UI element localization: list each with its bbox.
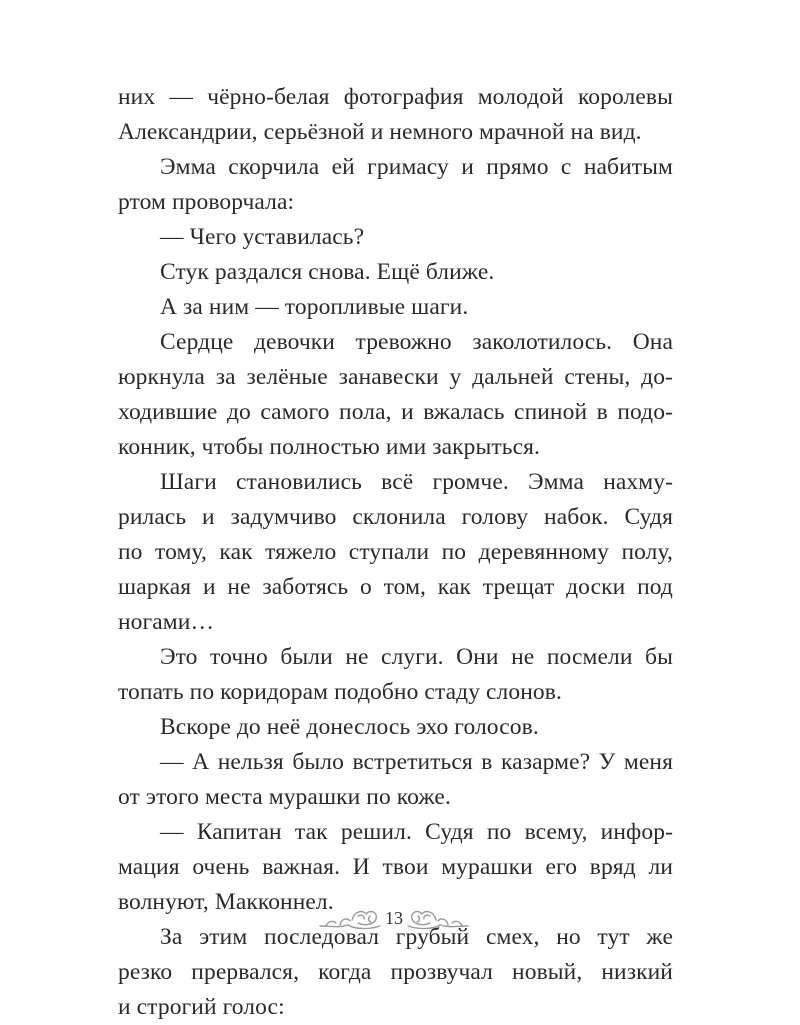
text-line: и строгий голос: <box>118 994 285 1020</box>
text-line: — Капитан так решил. Судя по всему, инфор- <box>160 819 673 845</box>
body-text <box>118 80 673 1025</box>
text-line: по тому, как тяжело ступали по деревянному полу, <box>118 539 673 565</box>
text-line: от этого места мурашки по коже. <box>118 784 451 810</box>
text-line: — А нельзя было встретиться в казарме? У меня <box>160 749 673 775</box>
text-line: них — чёрно-белая фотография молодой королевы <box>118 84 673 110</box>
text-line: юркнула за зелёные занавески у дальней стены, до- <box>118 364 673 390</box>
text-line: Это точно были не слуги. Они не посмели бы <box>160 644 673 670</box>
page-number: 13 <box>385 908 403 928</box>
text-line: Стук раздался снова. Ещё ближе. <box>160 259 495 285</box>
text-line: ногами… <box>118 609 215 635</box>
text-line: — Чего уставилась? <box>160 224 365 250</box>
floral-ornament-icon <box>406 904 470 934</box>
text-line: мация очень важная. И твои мурашки его вряд ли <box>118 854 673 880</box>
text-line: Сердце девочки тревожно заколотилось. Она <box>160 329 673 355</box>
text-line: Шаги становились всё громче. Эмма нахму- <box>160 469 673 495</box>
text-line: конник, чтобы полностью ими закрыться. <box>118 434 540 460</box>
text-line: рилась и задумчиво склонила голову набок. Судя <box>118 504 673 530</box>
text-line: ходившие до самого пола, и вжалась спиной в подо- <box>118 399 673 425</box>
text-line: волнуют, Макконнел. <box>118 889 334 915</box>
text-line: Вскоре до неё донеслось эхо голосов. <box>160 714 539 740</box>
text-line: ртом проворчала: <box>118 189 295 215</box>
text-line: шаркая и не заботясь о том, как трещат доски под <box>118 574 673 600</box>
text-line: резко прервался, когда прозвучал новый, низкий <box>118 959 673 985</box>
text-line: Александрии, серьёзной и немного мрачной на вид. <box>118 119 642 145</box>
text-line: За этим последовал грубый смех, но тут же <box>160 924 673 950</box>
text-line: топать по коридорам подобно стаду слонов. <box>118 679 562 705</box>
floral-ornament-icon <box>318 904 382 934</box>
text-line: Эмма скорчила ей гримасу и прямо с набитым <box>160 154 673 180</box>
page-footer <box>0 900 800 940</box>
text-line: А за ним — торопливые шаги. <box>160 294 469 320</box>
